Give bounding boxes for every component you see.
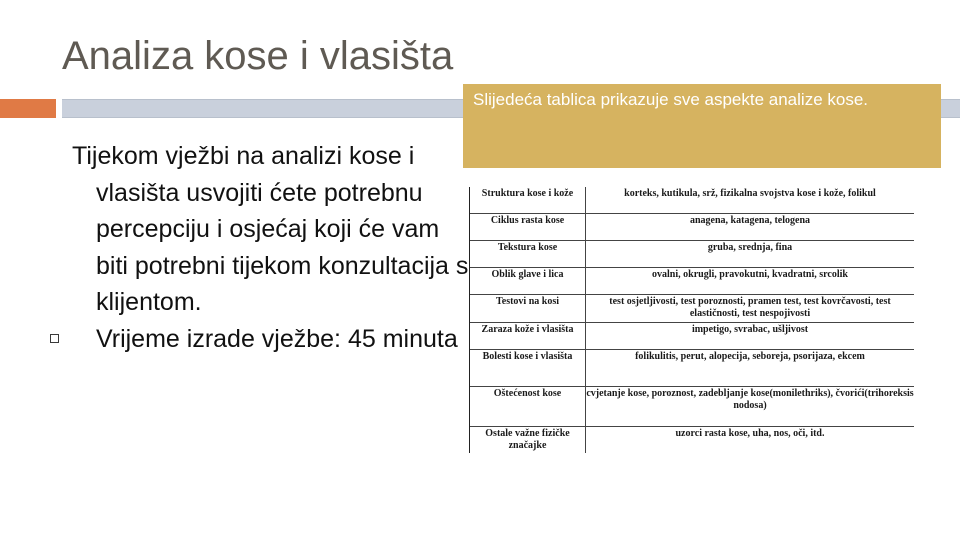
table-row-value: gruba, srednja, fina <box>707 242 793 253</box>
table-row <box>470 323 914 350</box>
table-row <box>470 387 914 427</box>
bullet-item <box>72 321 472 358</box>
table-row-value: impetigo, svrabac, ušljivost <box>691 324 809 335</box>
table-row <box>470 241 914 268</box>
table-row-label: Testovi na kosi <box>470 295 586 322</box>
table-row <box>470 214 914 241</box>
table-row <box>470 427 914 453</box>
table-row <box>470 295 914 323</box>
table-row-value: cvjetanje kose, poroznost, zadebljanje kose(monilethriks), čvorići(trihoreksis nodosa) <box>586 388 914 411</box>
intro-paragraph: Tijekom vježbi na analizi kose i vlasišta usvojiti ćete potrebnu percepciju i osjećaj koji će vam biti potrebni tijekom konzultacija s klijentom. <box>72 142 469 316</box>
table-row-label: Zaraza kože i vlasišta <box>470 323 586 349</box>
table-row <box>470 350 914 387</box>
table-row-label: Struktura kose i kože <box>470 187 586 213</box>
table-row <box>470 268 914 295</box>
body-text <box>72 138 472 357</box>
table-row-label: Oštećenost kose <box>470 387 586 426</box>
table-row-value: folikulitis, perut, alopecija, seboreja, psorijaza, ekcem <box>635 351 865 362</box>
table-row-label: Bolesti kose i vlasišta <box>470 350 586 386</box>
table-row-value: uzorci rasta kose, uha, nos, oči, itd. <box>675 428 825 439</box>
table-row-label: Tekstura kose <box>470 241 586 267</box>
table-row-label: Ciklus rasta kose <box>470 214 586 240</box>
bullet-text: Vrijeme izrade vježbe: 45 minuta <box>96 324 458 353</box>
table-row-label: Ostale važne fizičke značajke <box>470 427 586 453</box>
square-bullet-icon <box>50 334 59 343</box>
table-row-value: test osjetljivosti, test poroznosti, pramen test, test kovrčavosti, test elastičnosti, test nespojivosti <box>609 296 891 319</box>
accent-bar <box>0 99 56 118</box>
analysis-table <box>469 187 914 453</box>
slide-title: Analiza kose i vlasišta <box>62 34 454 78</box>
table-row-value: korteks, kutikula, srž, fizikalna svojstva kose i kože, folikul <box>624 188 876 199</box>
table-row-label: Oblik glave i lica <box>470 268 586 294</box>
table-row-value: ovalni, okrugli, pravokutni, kvadratni, srcolik <box>652 269 848 280</box>
table-row <box>470 187 914 214</box>
callout-box: Slijedeća tablica prikazuje sve aspekte analize kose. <box>463 84 941 168</box>
table-row-value: anagena, katagena, telogena <box>690 215 810 226</box>
